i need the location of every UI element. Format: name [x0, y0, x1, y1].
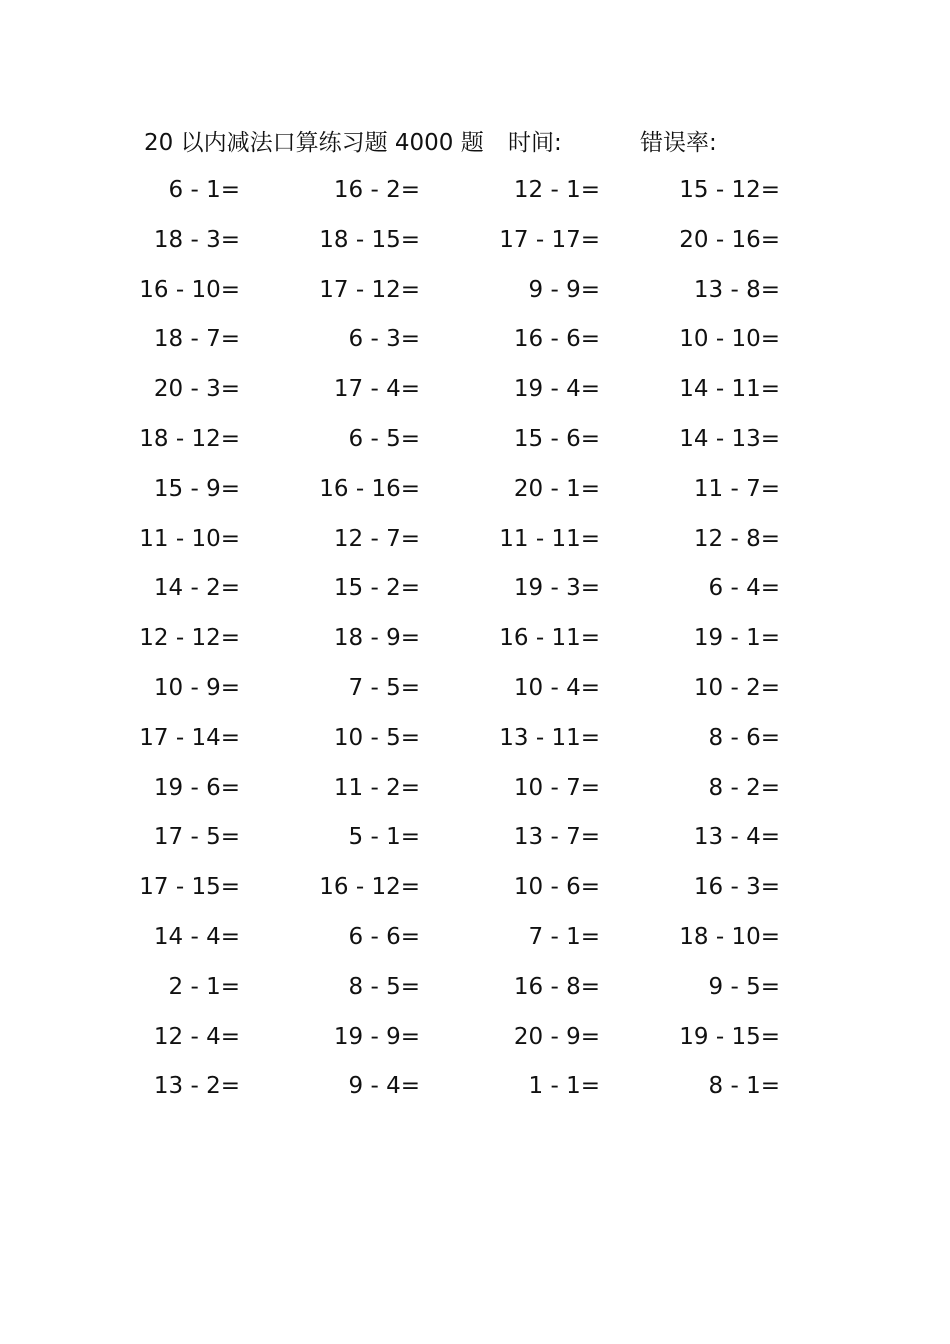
problem-row [0, 770, 950, 820]
subtraction-problem: 16 - 10= [139, 276, 240, 303]
problem-row [0, 670, 950, 720]
subtraction-problem: 6 - 5= [348, 425, 420, 452]
subtraction-problem: 12 - 8= [693, 525, 780, 552]
subtraction-problem: 13 - 11= [499, 724, 600, 751]
subtraction-problem: 7 - 5= [348, 674, 420, 701]
subtraction-problem: 12 - 12= [139, 625, 240, 652]
subtraction-problem: 13 - 7= [513, 824, 600, 851]
problem-row [0, 521, 950, 571]
problem-row [0, 371, 950, 421]
subtraction-problem: 15 - 9= [153, 475, 240, 502]
subtraction-problem: 17 - 15= [139, 874, 240, 901]
subtraction-problem: 11 - 2= [333, 774, 420, 801]
subtraction-problem: 14 - 11= [679, 376, 780, 403]
subtraction-problem: 10 - 6= [513, 874, 600, 901]
subtraction-problem: 11 - 11= [499, 525, 600, 552]
subtraction-problem: 20 - 3= [153, 376, 240, 403]
problem-row [0, 1019, 950, 1069]
problem-row [0, 421, 950, 471]
subtraction-problem: 18 - 15= [319, 226, 420, 253]
subtraction-problem: 19 - 1= [693, 625, 780, 652]
subtraction-problem: 16 - 11= [499, 625, 600, 652]
subtraction-problem: 18 - 3= [153, 226, 240, 253]
subtraction-problem: 20 - 9= [513, 1023, 600, 1050]
subtraction-problem: 19 - 3= [513, 575, 600, 602]
problem-row [0, 620, 950, 670]
subtraction-problem: 17 - 17= [499, 226, 600, 253]
subtraction-problem: 8 - 2= [708, 774, 780, 801]
worksheet-header [0, 124, 950, 160]
subtraction-problem: 1 - 1= [528, 1073, 600, 1100]
subtraction-problem: 17 - 5= [153, 824, 240, 851]
problem-row [0, 471, 950, 521]
subtraction-problem: 18 - 9= [333, 625, 420, 652]
time-label: 时间: [508, 130, 562, 156]
subtraction-problem: 12 - 1= [513, 177, 600, 203]
subtraction-problem: 7 - 1= [528, 923, 600, 950]
subtraction-problem: 17 - 4= [333, 376, 420, 403]
subtraction-problem: 10 - 10= [679, 326, 780, 353]
problem-row [0, 919, 950, 969]
subtraction-problem: 18 - 7= [153, 326, 240, 353]
subtraction-problem: 18 - 10= [679, 923, 780, 950]
subtraction-problem: 10 - 5= [333, 724, 420, 751]
problem-row [0, 869, 950, 919]
subtraction-problem: 16 - 3= [693, 874, 780, 901]
problem-row [0, 720, 950, 770]
subtraction-problem: 11 - 10= [139, 525, 240, 552]
error-rate-label: 错误率: [640, 130, 717, 156]
subtraction-problem: 11 - 7= [693, 475, 780, 502]
subtraction-problem: 6 - 3= [348, 326, 420, 353]
problem-row [0, 570, 950, 620]
problem-row [0, 172, 950, 222]
subtraction-problem: 9 - 4= [348, 1073, 420, 1100]
subtraction-problem: 13 - 2= [153, 1073, 240, 1100]
problem-row [0, 819, 950, 869]
subtraction-problem: 9 - 5= [708, 973, 780, 1000]
subtraction-problem: 16 - 12= [319, 874, 420, 901]
subtraction-problem: 17 - 12= [319, 276, 420, 303]
subtraction-problem: 13 - 4= [693, 824, 780, 851]
subtraction-problem: 8 - 5= [348, 973, 420, 1000]
subtraction-problem: 14 - 4= [153, 923, 240, 950]
subtraction-problem: 16 - 2= [333, 177, 420, 203]
subtraction-problem: 20 - 1= [513, 475, 600, 502]
page-title: 20 以内减法口算练习题 4000 题 [144, 130, 484, 156]
subtraction-problem: 10 - 9= [153, 674, 240, 701]
subtraction-problem: 13 - 8= [693, 276, 780, 303]
subtraction-problem: 16 - 8= [513, 973, 600, 1000]
subtraction-problem: 16 - 16= [319, 475, 420, 502]
subtraction-problem: 19 - 6= [153, 774, 240, 801]
subtraction-problem: 9 - 9= [528, 276, 600, 303]
subtraction-problem: 12 - 7= [333, 525, 420, 552]
subtraction-problem: 10 - 4= [513, 674, 600, 701]
subtraction-problem: 10 - 7= [513, 774, 600, 801]
subtraction-problem: 17 - 14= [139, 724, 240, 751]
subtraction-problem: 19 - 9= [333, 1023, 420, 1050]
subtraction-problem: 6 - 6= [348, 923, 420, 950]
problem-row [0, 969, 950, 1019]
subtraction-problem: 8 - 1= [708, 1073, 780, 1100]
subtraction-problem: 15 - 6= [513, 425, 600, 452]
problem-row [0, 321, 950, 371]
subtraction-problem: 6 - 1= [168, 177, 240, 203]
subtraction-problem: 15 - 2= [333, 575, 420, 602]
subtraction-problem: 19 - 15= [679, 1023, 780, 1050]
subtraction-problem: 18 - 12= [139, 425, 240, 452]
subtraction-problem: 14 - 13= [679, 425, 780, 452]
subtraction-problem: 8 - 6= [708, 724, 780, 751]
subtraction-problem: 2 - 1= [168, 973, 240, 1000]
problem-row [0, 222, 950, 272]
problem-grid [0, 172, 950, 1118]
subtraction-problem: 19 - 4= [513, 376, 600, 403]
subtraction-problem: 12 - 4= [153, 1023, 240, 1050]
subtraction-problem: 14 - 2= [153, 575, 240, 602]
subtraction-problem: 6 - 4= [708, 575, 780, 602]
problem-row [0, 1068, 950, 1118]
subtraction-problem: 10 - 2= [693, 674, 780, 701]
subtraction-problem: 5 - 1= [348, 824, 420, 851]
subtraction-problem: 16 - 6= [513, 326, 600, 353]
subtraction-problem: 15 - 12= [679, 177, 780, 203]
problem-row [0, 272, 950, 322]
subtraction-problem: 20 - 16= [679, 226, 780, 253]
